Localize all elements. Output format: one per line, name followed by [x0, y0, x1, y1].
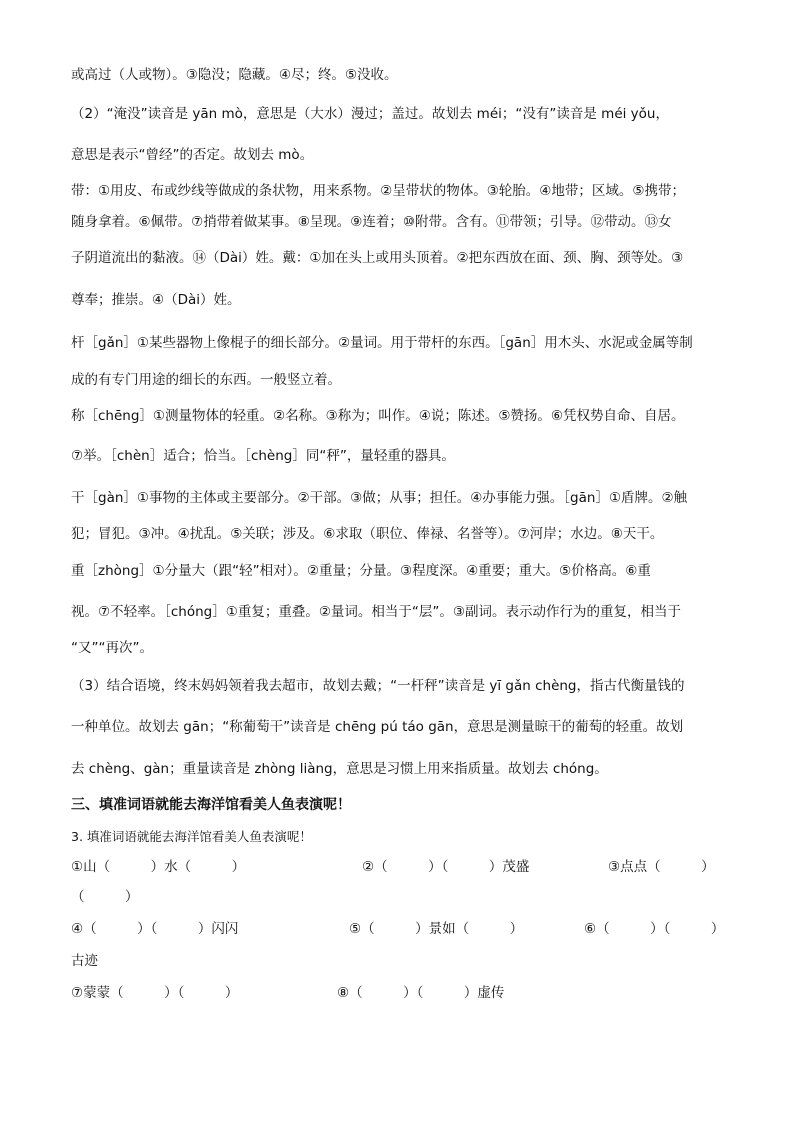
- text-line: 意思是表示“曾经”的否定。故划去 mò。: [71, 147, 314, 163]
- text-line: 杆［gǎn］①某些器物上像棍子的细长部分。②量词。用于带杆的东西。［gān］用木头、水泥或金属等制: [71, 335, 693, 351]
- text-line: 一种单位。故划去 gān；“称葡萄干”读音是 chēng pú táo gān，意思是测量晾干的葡萄的轻重。故划: [71, 719, 684, 735]
- blank-item[interactable]: ①山（ ）水（ ）: [71, 859, 246, 875]
- blank-item[interactable]: （ ）: [71, 889, 139, 905]
- text-line: 重［zhòng］①分量大（跟“轻”相对）。②重量；分量。③程度深。④重要；重大。⑤价格高。⑥重: [71, 563, 651, 579]
- blank-item[interactable]: ②（ ）（ ）茂盛: [362, 859, 530, 875]
- text-line: 子阴道流出的黏液。⑭（Dài）姓。戴：①加在头上或用头顶着。②把东西放在面、颈、胸、颈等处。③: [71, 250, 684, 266]
- blank-item[interactable]: ⑦蒙蒙（ ）（ ）: [71, 985, 239, 1001]
- text-line: 尊奉；推崇。④（Dài）姓。: [71, 292, 241, 308]
- question-text: 3. 填准词语就能去海洋馆看美人鱼表演呢！: [71, 829, 312, 844]
- blank-item[interactable]: ⑤（ ）景如（ ）: [349, 921, 524, 937]
- text-line: 随身拿着。⑥佩带。⑦捎带着做某事。⑧呈现。⑨连着；⑩附带。含有。⑪带领；引导。⑫带动。⑬女: [71, 214, 672, 230]
- text-line: ⑦举。［chèn］适合；恰当。［chèng］同“秤”，量轻重的器具。: [71, 448, 455, 464]
- text-line: 去 chèng、gàn；重量读音是 zhòng liàng，意思是习惯上用来指质量。故划去 chóng。: [71, 761, 608, 777]
- text-line: 干［gàn］①事物的主体或主要部分。②干部。③做；从事；担任。④办事能力强。［gān］①盾牌。②触: [71, 490, 688, 506]
- blank-item: 古迹: [71, 953, 98, 969]
- text-line: 带：①用皮、布或纱线等做成的条状物，用来系物。②呈带状的物体。③轮胎。④地带；区域。⑤携带；: [71, 183, 686, 199]
- text-line: （3）结合语境，终末妈妈领着我去超市，故划去戴；“一杆秤”读音是 yī gǎn chèng，指古代衡量钱的: [71, 678, 685, 694]
- text-line: 或高过（人或物）。③隐没；隐藏。④尽；终。⑤没收。: [71, 67, 398, 83]
- section-title: 三、填准词语就能去海洋馆看美人鱼表演呢！: [71, 797, 351, 813]
- blank-item[interactable]: ③点点（ ）: [608, 859, 715, 875]
- text-line: （2）“淹没”读音是 yān mò，意思是（大水）漫过；盖过。故划去 méi；“没有”读音是 méi yǒu，: [71, 106, 669, 122]
- text-line: 视。⑦不轻率。［chóng］①重复；重叠。②量词。相当于“层”。③副词。表示动作行为的重复，相当于: [71, 604, 682, 620]
- text-line: “又”“再次”。: [71, 640, 153, 656]
- blank-item[interactable]: ⑧（ ）（ ）虚传: [337, 985, 505, 1001]
- text-line: 称［chēng］①测量物体的轻重。②名称。③称为；叫作。④说；陈述。⑤赞扬。⑥凭权势自命、自居。: [71, 408, 685, 424]
- blank-item[interactable]: ④（ ）（ ）闪闪: [71, 921, 239, 937]
- blank-item[interactable]: ⑥（ ）（ ）: [584, 921, 725, 937]
- text-line: 成的有专门用途的细长的东西。一般竖立着。: [71, 372, 341, 388]
- text-line: 犯；冒犯。③冲。④扰乱。⑤关联；涉及。⑥求取（职位、俸禄、名誉等）。⑦河岸；水边。⑧天干。: [71, 526, 664, 542]
